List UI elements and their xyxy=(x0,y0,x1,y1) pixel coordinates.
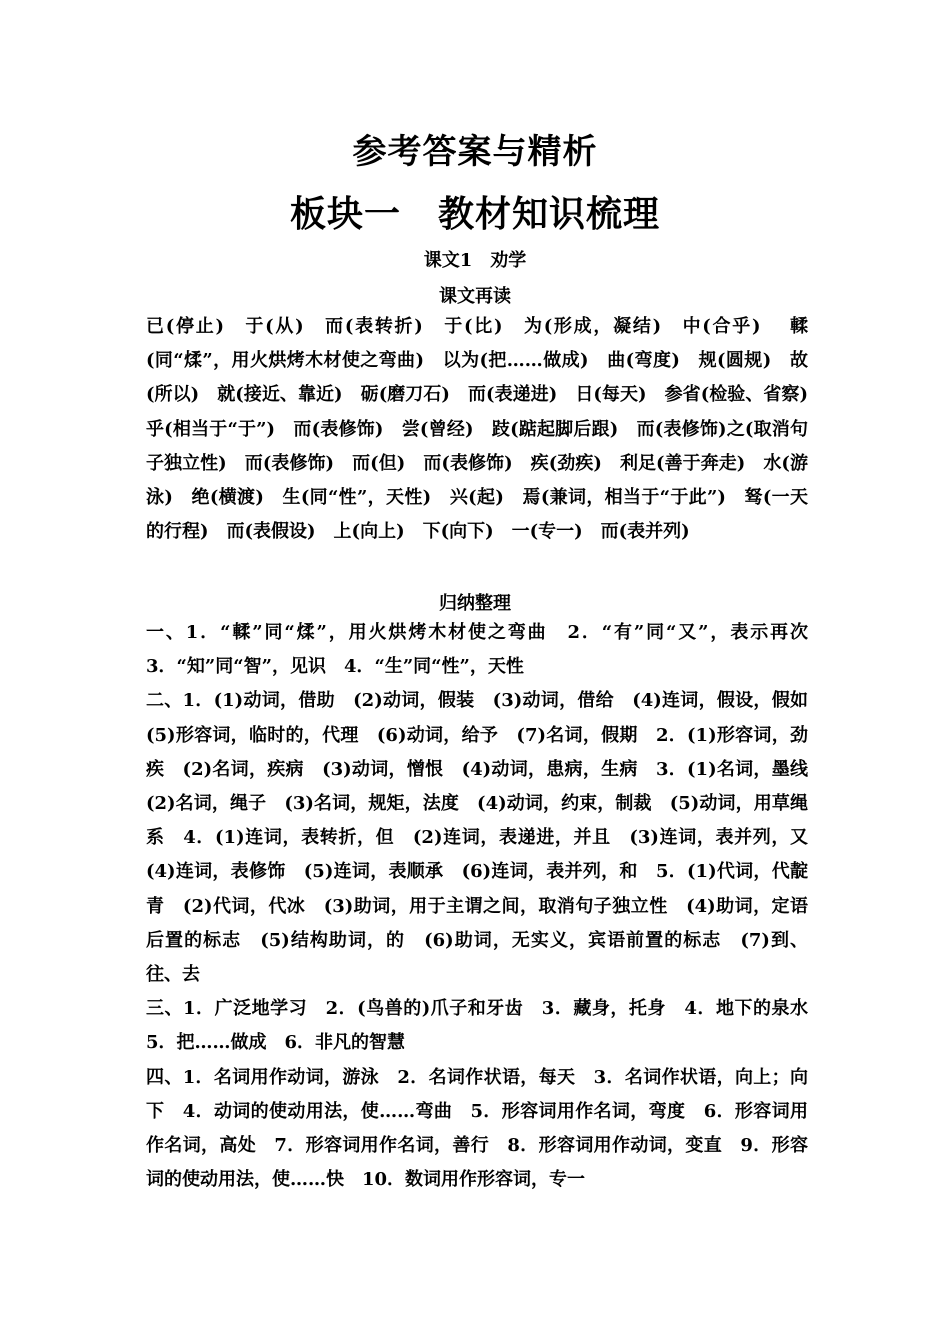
summary-item: 三、1．广泛地学习 2．(鸟兽的)爪子和牙齿 3．藏身，托身 4．地下的泉水 5．把……做成 6．非凡的智慧 xyxy=(146,998,826,1054)
summary-heading: 归纳整理 xyxy=(439,593,511,614)
reread-heading: 课文再读 xyxy=(439,286,511,307)
section-title: 板块一 教材知识梳理 xyxy=(289,194,660,235)
reread-text: 已(停止) 于(从) 而(表转折) 于(比) 为(形成，凝结) 中(合乎) 輮(同“煣”，用火烘烤木材使之弯曲) 以为(把……做成) 曲(弯度) 规(圆规) 故(所以) 就(接近、靠近) 砺(磨刀石) 而(表递进) 日(每天) 参省(检验、省察) 乎(相当于“于”) 而(表修饰) 尝(曾经) 跂(踮起脚后跟) 而(表修饰)之(取消句子独立性) 而(表修饰) 而(但) 而(表修饰) 疾(劲疾) 利足(善于奔走) 水(游泳) 绝(横渡) 生(同“性”，天性) 兴(起) 焉(兼词，相当于“于此”) 驽(一天的行程) 而(表假设) 上(向上) 下(向下) 一(专一) 而(表并列) xyxy=(146,316,826,543)
page-title: 参考答案与精析 xyxy=(352,132,598,172)
lesson-title: 课文1 劝学 xyxy=(423,250,527,271)
summary-item: 四、1．名词用作动词，游泳 2．名词作状语，每天 3．名词作状语，向上；向下 4．动词的使动用法，使……弯曲 5．形容词用作名词，弯度 6．形容词用作名词，高处 7．形容词用作名词，善行 8．形容词用作动词，变直 9．形容词的使动用法，使……快 10．数词用作形容词，专一 xyxy=(146,1066,808,1191)
summary-item: 二、1．(1)动词，借助 (2)动词，假装 (3)动词，借给 (4)连词，假设，假如 (5)形容词，临时的，代理 (6)动词，给予 (7)名词，假期 2．(1)形容词，劲疾 (2)名词，疾病 (3)动词，憎恨 (4)动词，患病，生病 3．(1)名词，墨线 (2)名词，绳子 (3)名词，规矩，法度 (4)动词，约束，制裁 (5)动词，用草绳系 4．(1)连词，表转折，但 (2)连词，表递进，并且 (3)连词，表并列，又 (4)连词，表修饰 (5)连词，表顺承 (6)连词，表并列，和 5．(1)代词，代靛青 (2)代词，代冰 (3)助词，用于主谓之间，取消句子独立性 (4)助词，定语后置的标志 (5)结构助词，的 (6)助词，无实义，宾语前置的标志 (7)到、往、去 xyxy=(146,690,826,986)
summary-item: 一、1．“輮”同“煣”，用火烘烤木材使之弯曲 2．“有”同“又”，表示再次 3．“知”同“智”，见识 4．“生”同“性”，天性 xyxy=(146,622,826,678)
summary-list xyxy=(146,616,826,1197)
